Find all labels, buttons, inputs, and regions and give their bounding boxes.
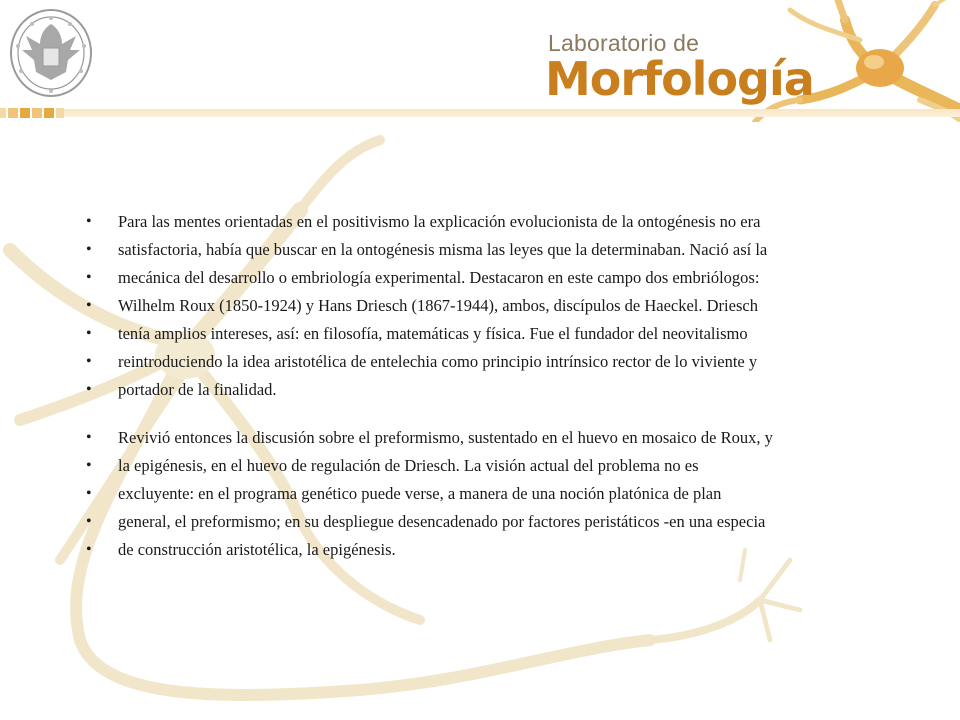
bullet-line: [86, 508, 946, 536]
bullet-icon: •: [86, 429, 92, 446]
line-text: excluyente: en el programa genético puede verse, a manera de una noción platónica de plan: [118, 484, 722, 503]
line-text: Revivió entonces la discusión sobre el preformismo, sustentado en el huevo en mosaico de Roux, y: [118, 428, 773, 447]
bullet-icon: •: [86, 457, 92, 474]
bullet-line: [86, 452, 946, 480]
bullet-line: [86, 376, 946, 404]
bullet-icon: •: [86, 485, 92, 502]
bullet-icon: •: [86, 241, 92, 258]
header-title-top: Laboratorio de: [548, 30, 700, 56]
bullet-line: [86, 208, 946, 236]
line-text: la epigénesis, en el huevo de regulación de Driesch. La visión actual del problema no es: [118, 456, 699, 475]
paragraph-2: [86, 424, 946, 564]
bullet-line: [86, 480, 946, 508]
header-squares: [0, 108, 960, 118]
line-text: satisfactoria, había que buscar en la ontogénesis misma las leyes que la determinaban. Nació así la: [118, 240, 768, 259]
bullet-icon: •: [86, 297, 92, 314]
bullet-line: [86, 236, 946, 264]
header-title-main: Morfología: [545, 52, 814, 106]
line-text: de construcción aristotélica, la epigénesis.: [118, 540, 396, 559]
bullet-icon: •: [86, 325, 92, 342]
bullet-line: [86, 264, 946, 292]
line-text: mecánica del desarrollo o embriología experimental. Destacaron en este campo dos embriólogos:: [118, 268, 760, 287]
bullet-icon: •: [86, 381, 92, 398]
header: [0, 0, 960, 122]
bullet-line: [86, 536, 946, 564]
bullet-icon: •: [86, 269, 92, 286]
paragraph-1: [86, 208, 946, 404]
line-text: reintroduciendo la idea aristotélica de entelechia como principio intrínsico rector de lo viviente y: [118, 352, 758, 371]
bullet-line: [86, 424, 946, 452]
university-crest-icon: [6, 6, 96, 100]
bullet-icon: •: [86, 353, 92, 370]
bullet-line: [86, 348, 946, 376]
line-text: portador de la finalidad.: [118, 380, 277, 399]
bullet-line: [86, 292, 946, 320]
line-text: tenía amplios intereses, así: en filosofía, matemáticas y física. Fue el fundador del neovitalismo: [118, 324, 748, 343]
bullet-icon: •: [86, 213, 92, 230]
bullet-icon: •: [86, 513, 92, 530]
line-text: Wilhelm Roux (1850-1924) y Hans Driesch (1867-1944), ambos, discípulos de Haeckel. Driesch: [118, 296, 758, 315]
line-text: general, el preformismo; en su despliegue desencadenado por factores peristáticos -en una especia: [118, 512, 766, 531]
header-neuron-illustration: [0, 0, 960, 122]
bullet-icon: •: [86, 541, 92, 558]
line-text: Para las mentes orientadas en el positivismo la explicación evolucionista de la ontogénesis no era: [118, 212, 761, 231]
slide-content: [86, 208, 946, 576]
bullet-line: [86, 320, 946, 348]
